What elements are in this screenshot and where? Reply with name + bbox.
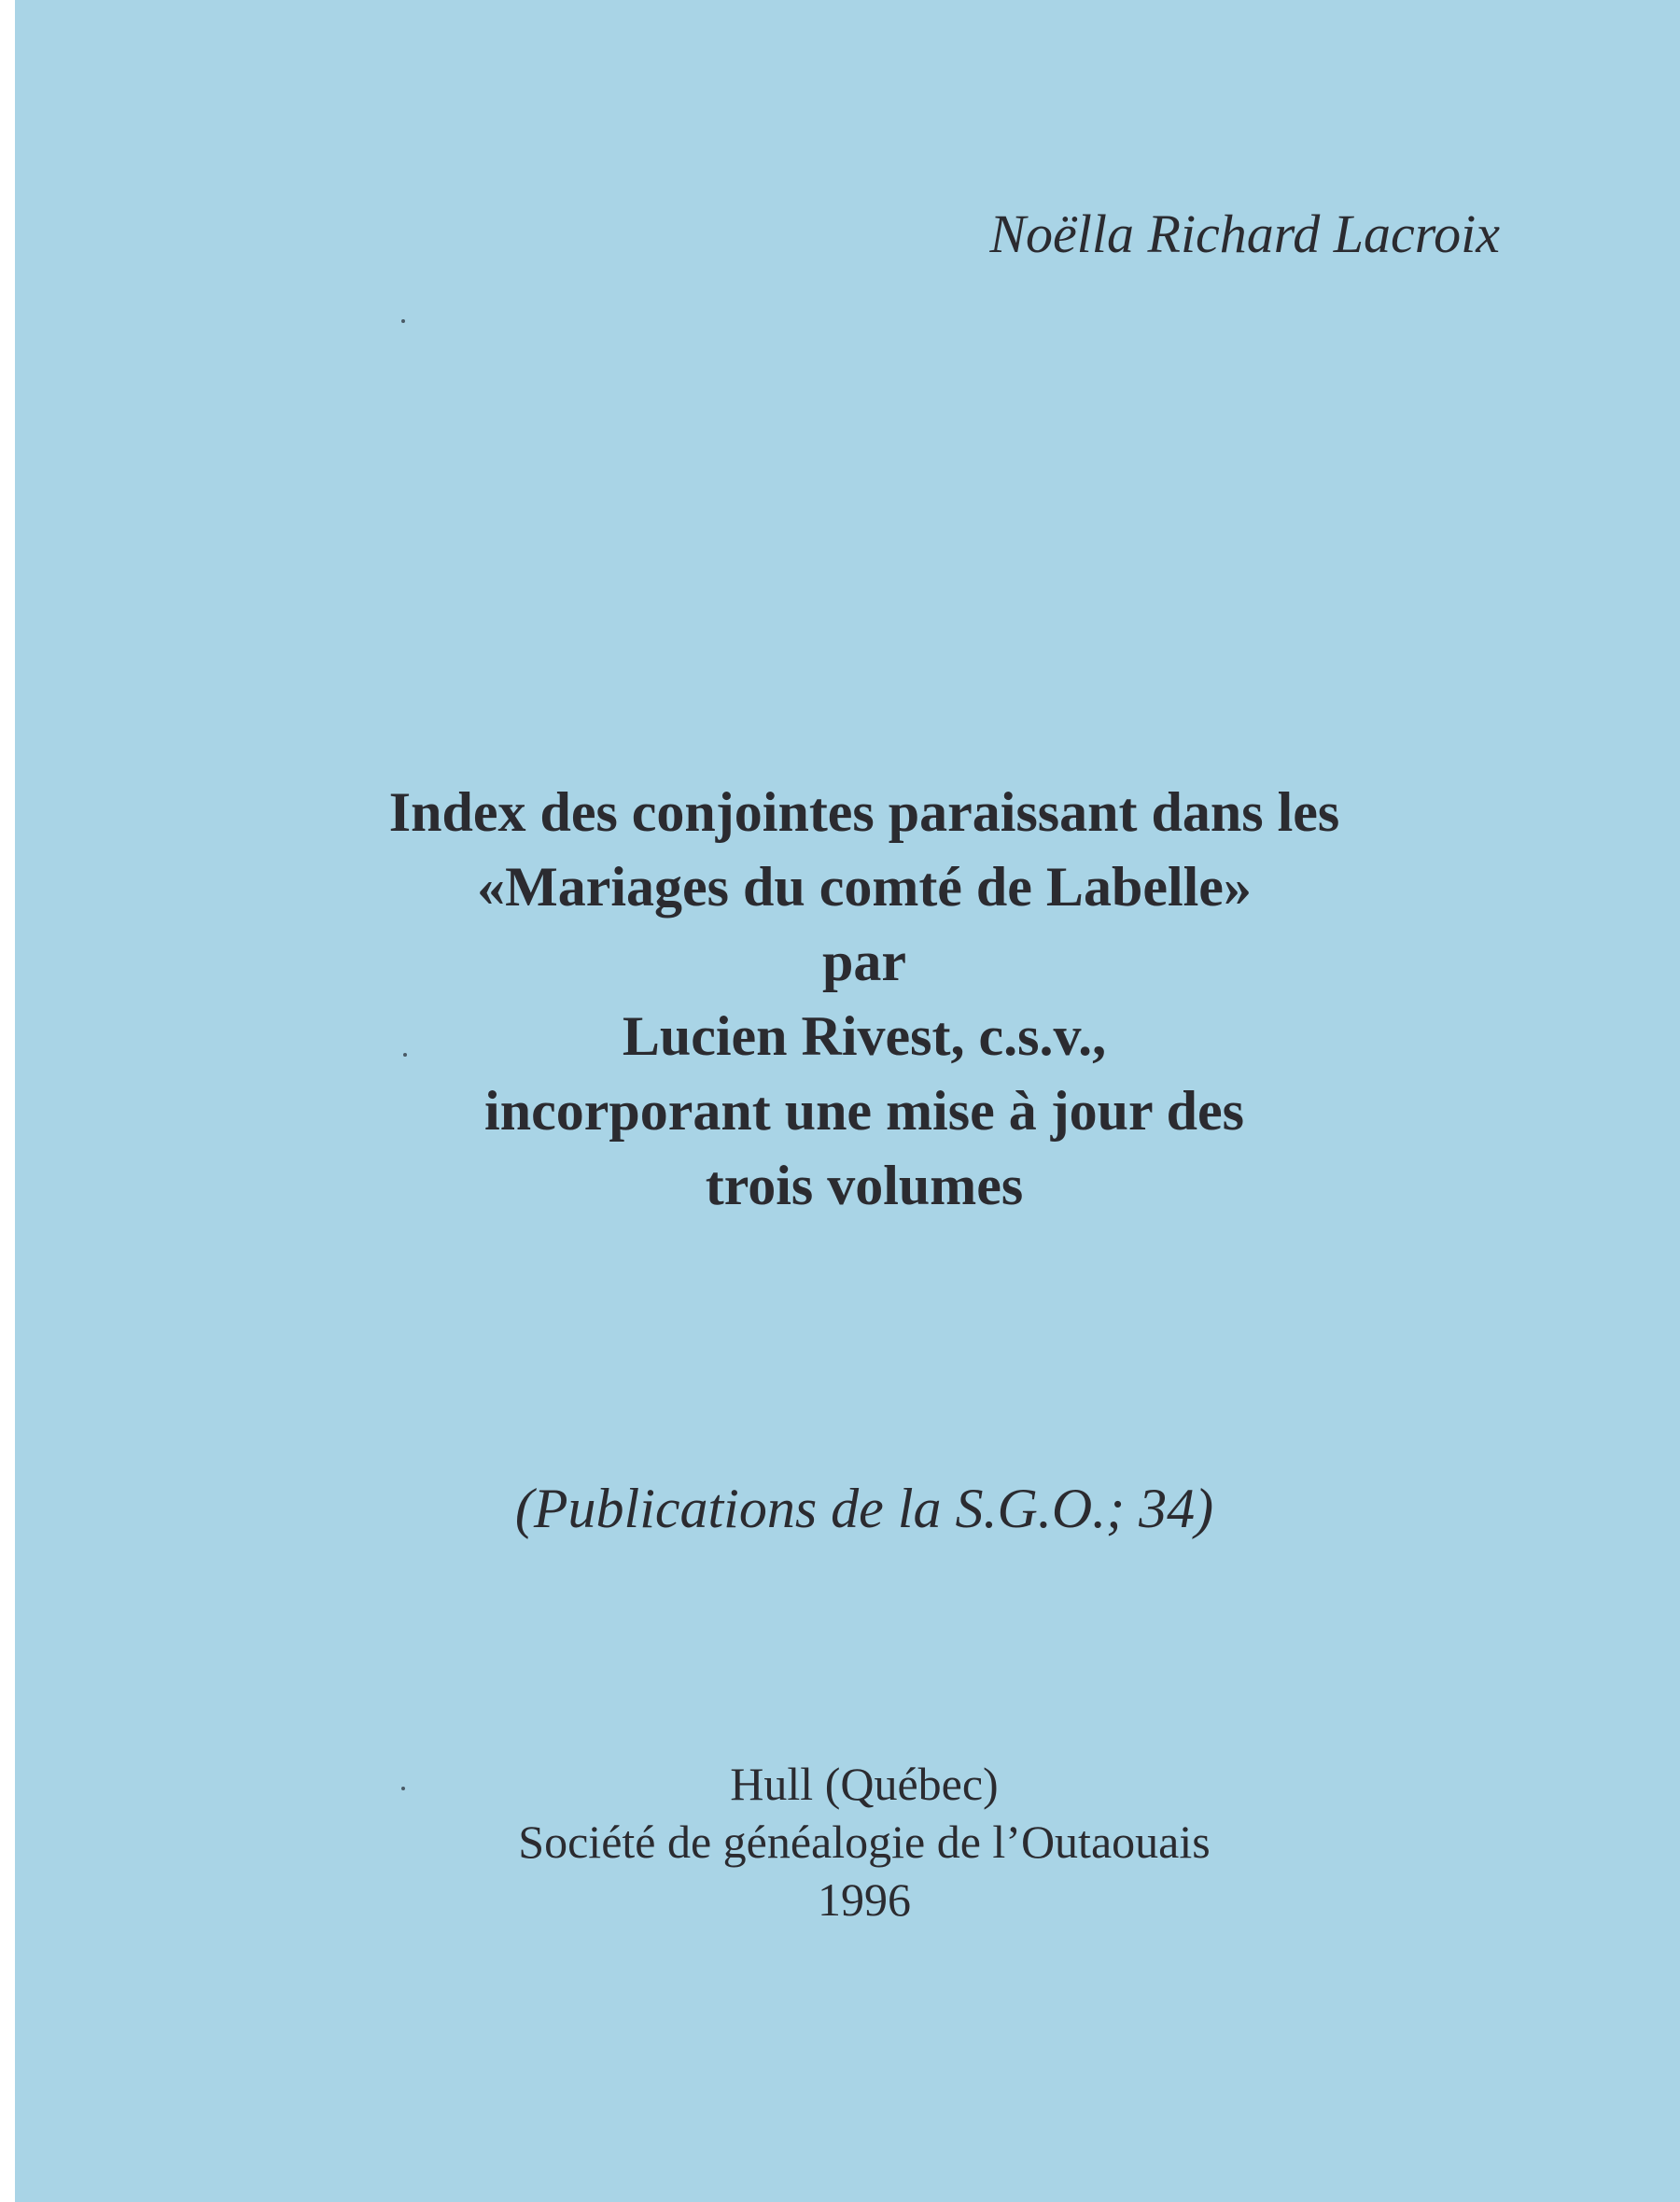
paper-speck <box>401 319 405 323</box>
title-line: «Mariages du comté de Labelle» <box>477 856 1252 918</box>
title-line: incorporant une mise à jour des <box>484 1080 1244 1142</box>
book-title <box>15 775 1680 1223</box>
publication-year: 1996 <box>818 1873 911 1926</box>
series-statement: (Publications de la S.G.O.; 34) <box>514 1478 1214 1539</box>
page-edge <box>0 0 15 2202</box>
title-line: Lucien Rivest, c.s.v., <box>622 1005 1107 1067</box>
title-line: par <box>822 931 906 992</box>
title-line: trois volumes <box>705 1155 1024 1216</box>
publisher-name: Société de généalogie de l’Outaouais <box>518 1816 1211 1868</box>
imprint <box>15 1755 1680 1929</box>
title-line: Index des conjointes paraissant dans les <box>388 781 1340 843</box>
author-name: Noëlla Richard Lacroix <box>989 203 1500 264</box>
publication-place: Hull (Québec) <box>730 1758 999 1810</box>
